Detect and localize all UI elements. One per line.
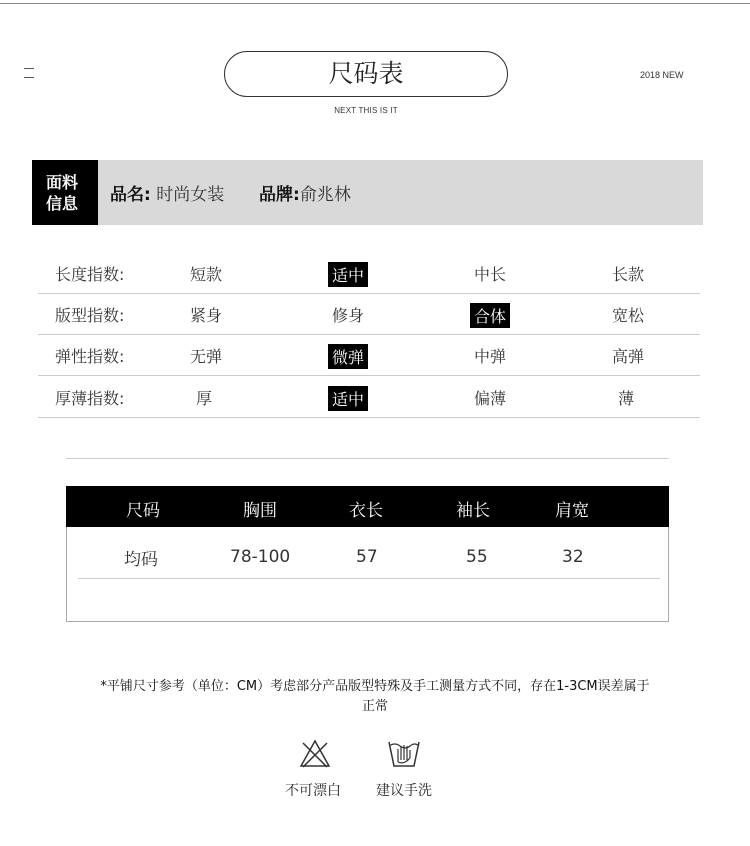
year-tag: 2018 NEW: [640, 70, 684, 80]
row-divider: [78, 578, 660, 579]
index-option: 薄: [618, 389, 635, 408]
index-row-length: [38, 252, 700, 294]
product-name-value: 时尚女装: [156, 185, 225, 205]
index-label: 长度指数:: [55, 265, 125, 284]
index-row-elasticity: [38, 334, 700, 376]
index-label: 版型指数:: [55, 306, 125, 325]
note-line2: 正常: [361, 699, 388, 714]
care-label-no-bleach: 不可漂白: [285, 783, 341, 799]
index-option-selected: 适中: [328, 262, 368, 287]
index-option-selected: 微弹: [328, 344, 368, 369]
column-header: 肩宽: [555, 501, 589, 521]
column-header: 胸围: [243, 501, 277, 521]
index-option: 长款: [612, 265, 645, 284]
table-cell: 均码: [124, 550, 158, 570]
index-option: 无弹: [190, 347, 223, 366]
section-divider: [66, 458, 669, 459]
index-option: 紧身: [190, 306, 223, 325]
index-option-selected: 合体: [470, 303, 510, 328]
note-line1: *平铺尺寸参考（单位：CM）考虑部分产品版型特殊及手工测量方式不同，存在1-3CM误差属于: [100, 679, 650, 694]
index-option: 修身: [332, 306, 365, 325]
index-option: 宽松: [612, 306, 645, 325]
size-table-header: [66, 486, 669, 527]
column-header: 袖长: [456, 501, 490, 521]
column-header: 尺码: [126, 501, 160, 521]
measurement-note: [55, 677, 695, 717]
fabric-details: [110, 180, 351, 205]
index-label: 弹性指数:: [55, 347, 125, 366]
index-option: 中长: [474, 265, 507, 284]
index-option: 厚: [196, 389, 213, 408]
care-label-hand-wash: 建议手洗: [376, 783, 432, 799]
table-cell: 55: [466, 547, 488, 567]
table-row: [66, 527, 669, 579]
fabric-label: [32, 160, 98, 225]
table-cell: 78-100: [230, 547, 291, 567]
table-cell: 32: [562, 547, 584, 567]
no-bleach-icon: [298, 738, 332, 770]
hand-wash-icon: [386, 736, 422, 770]
fabric-label-line2: 信息: [46, 194, 79, 213]
column-header: 衣长: [349, 501, 383, 521]
index-option-selected: 适中: [328, 386, 368, 411]
menu-mark-icon: [24, 68, 34, 86]
table-cell: 57: [356, 547, 378, 567]
brand-key: 品牌:: [259, 185, 300, 205]
index-option: 中弹: [474, 347, 507, 366]
product-name-key: 品名:: [110, 185, 151, 205]
brand-value: 俞兆林: [299, 185, 351, 205]
index-row-thickness: [38, 376, 700, 418]
page-title: 尺码表: [224, 51, 508, 97]
index-row-fit: [38, 293, 700, 335]
index-option: 短款: [190, 265, 223, 284]
index-option: 偏薄: [474, 389, 507, 408]
index-label: 厚薄指数:: [55, 389, 125, 408]
page-subtitle: NEXT THIS IS IT: [334, 106, 398, 115]
fabric-label-line1: 面料: [46, 173, 79, 192]
index-option: 高弹: [612, 347, 645, 366]
top-divider: [0, 3, 750, 4]
